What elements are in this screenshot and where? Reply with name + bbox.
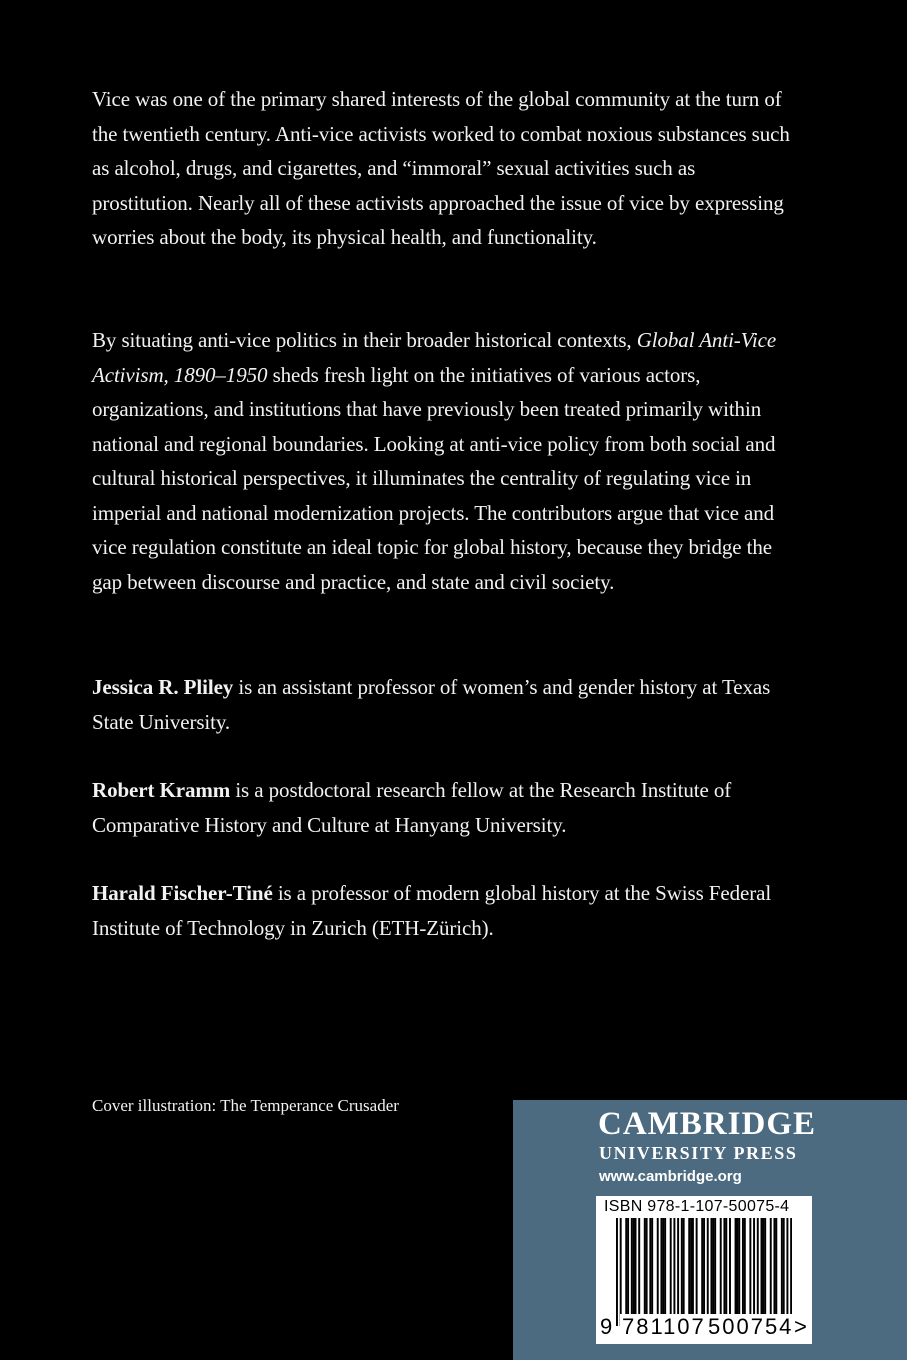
barcode-bar bbox=[723, 1218, 725, 1314]
barcode-bar bbox=[703, 1218, 705, 1326]
barcode-bar bbox=[753, 1218, 755, 1314]
author-bio-text: is a professor of modern global history at the Swiss Federal Institute of Technology in Zurich (ETH-Zürich). bbox=[92, 881, 772, 940]
barcode-bar bbox=[620, 1218, 622, 1326]
barcode-bar bbox=[660, 1218, 662, 1314]
barcode-bar bbox=[633, 1218, 635, 1314]
barcode-bar bbox=[635, 1218, 637, 1314]
barcode-digits-left: 781107 bbox=[622, 1314, 706, 1339]
barcode-bars bbox=[616, 1218, 792, 1326]
barcode-bar bbox=[707, 1218, 709, 1326]
barcode-bar bbox=[662, 1218, 664, 1314]
barcode-bar bbox=[701, 1218, 703, 1326]
book-title: Global Anti-Vice Activism, 1890–1950 bbox=[92, 328, 777, 387]
barcode-bar bbox=[786, 1218, 788, 1326]
description-paragraph-2 bbox=[92, 323, 792, 599]
barcode-lead-digit: 9 bbox=[600, 1314, 613, 1339]
barcode-bar bbox=[736, 1218, 738, 1314]
barcode-bar bbox=[651, 1218, 653, 1314]
barcode-bar bbox=[644, 1218, 646, 1314]
barcode-bar bbox=[762, 1218, 764, 1314]
barcode-bar bbox=[712, 1218, 714, 1314]
author-name: Harald Fischer-Tiné bbox=[92, 881, 273, 905]
barcode-bar bbox=[775, 1218, 777, 1314]
barcode-end-mark: > bbox=[794, 1314, 807, 1339]
author-bio-text: is an assistant professor of women’s and gender history at Texas State University. bbox=[92, 675, 771, 734]
barcode-bar bbox=[738, 1218, 740, 1314]
barcode-bar bbox=[764, 1218, 766, 1314]
publisher-logo-name: CAMBRIDGE bbox=[598, 1106, 817, 1142]
barcode-bar bbox=[638, 1218, 640, 1314]
isbn-label: ISBN 978-1-107-50075-4 bbox=[604, 1198, 790, 1215]
paragraph-text-end: sheds fresh light on the initiatives of various actors, organizations, and institutions that have previously been treated primarily within national and regional boundaries. Looking at anti-vice policy from both social and cultural historical perspectives, it illuminates the centrality of regulating vice in imperial and national modernization projects. The contributors argue that vice and vice regulation constitute an ideal topic for global history, because they bridge the gap between discourse and practice, and state and civil society. bbox=[92, 362, 776, 594]
barcode-bar bbox=[742, 1218, 744, 1314]
paragraph-text: Vice was one of the primary shared interests of the global community at the turn of the twentieth century. Anti-vice activists worked to combat noxious substances such as alcohol, drugs, and cigarettes, and “immoral” sexual activities such as prostitution. Nearly all of these activists approached the issue of vice by expressing worries about the body, its physical health, and functionality. bbox=[92, 87, 790, 249]
barcode-bar bbox=[761, 1218, 763, 1314]
barcode-bar bbox=[735, 1218, 737, 1314]
barcode-bar bbox=[729, 1218, 731, 1314]
barcode-bar bbox=[757, 1218, 759, 1314]
barcode-bar bbox=[688, 1218, 690, 1314]
barcode-bar bbox=[625, 1218, 627, 1314]
barcode-bar bbox=[677, 1218, 679, 1314]
publisher-subtitle: UNIVERSITY PRESS bbox=[599, 1143, 798, 1163]
barcode-bar bbox=[692, 1218, 694, 1314]
barcode-bar bbox=[783, 1218, 785, 1314]
barcode-bar bbox=[627, 1218, 629, 1314]
author-name: Robert Kramm bbox=[92, 778, 231, 802]
barcode-bar bbox=[664, 1218, 666, 1314]
barcode-bar bbox=[673, 1218, 675, 1314]
barcode-bar bbox=[670, 1218, 672, 1314]
barcode-bar bbox=[690, 1218, 692, 1314]
barcode-digits-right: 500754 bbox=[708, 1314, 794, 1339]
barcode-bar bbox=[616, 1218, 618, 1326]
barcode-bar bbox=[720, 1218, 722, 1314]
barcode-bar bbox=[710, 1218, 712, 1314]
barcode bbox=[596, 1196, 812, 1344]
barcode-bar bbox=[770, 1218, 772, 1314]
publisher-panel bbox=[513, 1100, 907, 1360]
description-paragraph-1 bbox=[92, 82, 792, 255]
barcode-bar bbox=[714, 1218, 716, 1314]
barcode-bar bbox=[696, 1218, 698, 1314]
barcode-bar bbox=[683, 1218, 685, 1314]
author-bio-2 bbox=[92, 773, 792, 842]
barcode-bar bbox=[773, 1218, 775, 1314]
barcode-bar bbox=[725, 1218, 727, 1314]
publisher-url: www.cambridge.org bbox=[599, 1168, 742, 1185]
barcode-bar bbox=[646, 1218, 648, 1314]
author-bio-text: is a postdoctoral research fellow at the Research Institute of Comparative History and Culture at Hanyang University. bbox=[92, 778, 732, 837]
barcode-bar bbox=[649, 1218, 651, 1314]
paragraph-text-start: By situating anti-vice politics in their broader historical contexts, bbox=[92, 328, 637, 352]
barcode-bar bbox=[790, 1218, 792, 1326]
author-name: Jessica R. Pliley bbox=[92, 675, 234, 699]
barcode-bar bbox=[681, 1218, 683, 1314]
barcode-bar bbox=[781, 1218, 783, 1314]
barcode-bar bbox=[749, 1218, 751, 1314]
barcode-bar bbox=[631, 1218, 633, 1314]
author-bio-1 bbox=[92, 670, 792, 739]
author-bio-3 bbox=[92, 876, 792, 945]
barcode-bar bbox=[657, 1218, 659, 1314]
cover-illustration-credit: Cover illustration: The Temperance Crusader bbox=[92, 1096, 399, 1115]
barcode-bar bbox=[744, 1218, 746, 1314]
